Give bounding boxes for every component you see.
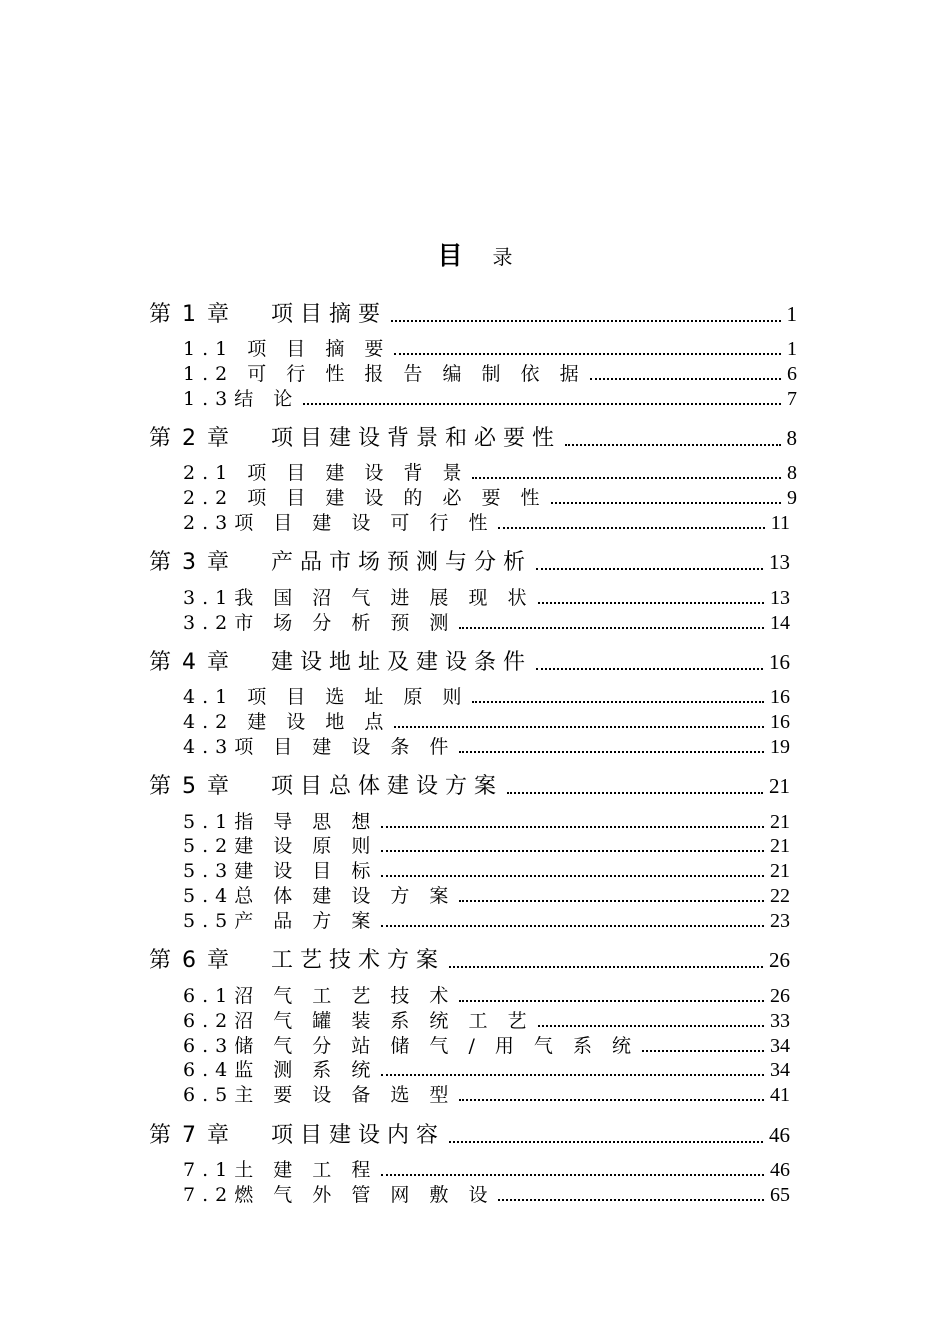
- toc-section-row[interactable]: [183, 1080, 790, 1107]
- page-number: 14: [770, 612, 790, 634]
- dot-leader: [381, 875, 764, 877]
- dot-leader: [590, 378, 781, 380]
- section-title: 3.1我 国 沼 气 进 展 现 状: [183, 587, 534, 609]
- chapter-title: [149, 943, 445, 974]
- page-number: 46: [770, 1159, 790, 1181]
- dot-leader: [459, 751, 764, 753]
- chapter-title: [149, 1118, 445, 1149]
- section-title: 2.2 项 目 建 设 的 必 要 性: [183, 487, 547, 509]
- chapter-name: 产品市场预测与分析: [270, 550, 532, 575]
- page-number: 13: [769, 550, 790, 574]
- section-title: 1.3结 论: [183, 388, 300, 410]
- page-number: 16: [770, 711, 790, 733]
- dot-leader: [642, 1050, 764, 1052]
- chapter-title: [149, 297, 387, 328]
- toc-section-row[interactable]: [183, 682, 790, 709]
- section-title: 4.3项 目 建 设 条 件: [183, 736, 456, 758]
- page-number: 21: [769, 774, 790, 798]
- page-number: 1: [786, 302, 797, 326]
- section-title: 5.3建 设 目 标: [183, 860, 378, 882]
- dot-leader: [449, 1141, 763, 1143]
- toc-chapter-row[interactable]: [149, 769, 790, 800]
- section-title: 7.1土 建 工 程: [183, 1159, 378, 1181]
- page-number: 6: [787, 363, 797, 385]
- dot-leader: [507, 792, 763, 794]
- dot-leader: [538, 1025, 765, 1027]
- page-number: 21: [770, 835, 790, 857]
- dot-leader: [394, 353, 781, 355]
- section-title: 5.2建 设 原 则: [183, 835, 378, 857]
- chapter-name: 建设地址及建设条件: [270, 650, 532, 675]
- section-title: 1.1 项 目 摘 要: [183, 338, 391, 360]
- page-number: 21: [770, 811, 790, 833]
- chapter-title: [149, 769, 503, 800]
- toc-section-row[interactable]: [183, 334, 797, 361]
- page-number: 11: [770, 512, 790, 534]
- chapter-title: [149, 645, 532, 676]
- page-number: 26: [770, 985, 790, 1007]
- toc-section-row[interactable]: [183, 483, 797, 510]
- toc-section-row[interactable]: [183, 1031, 790, 1058]
- dot-leader: [551, 502, 781, 504]
- toc-heading-char2: 录: [492, 245, 513, 269]
- chapter-title: [149, 545, 532, 576]
- dot-leader: [538, 602, 765, 604]
- dot-leader: [472, 477, 781, 479]
- toc-section-row[interactable]: [183, 1155, 790, 1182]
- dot-leader: [536, 568, 763, 570]
- toc-section-row[interactable]: [183, 807, 790, 834]
- dot-leader: [472, 701, 764, 703]
- dot-leader: [459, 627, 764, 629]
- toc-section-row[interactable]: [183, 906, 790, 933]
- chapter-number: 第 5 章: [149, 774, 231, 799]
- chapter-name: 项目建设背景和必要性: [270, 426, 561, 451]
- page-number: 8: [786, 426, 797, 450]
- section-title: 2.3项 目 建 设 可 行 性: [183, 512, 495, 534]
- toc-chapter-row[interactable]: [149, 545, 790, 576]
- dot-leader: [381, 826, 764, 828]
- section-title: 6.5主 要 设 备 选 型: [183, 1084, 456, 1106]
- page-number: 34: [770, 1059, 790, 1081]
- section-title: 4.2 建 设 地 点: [183, 711, 391, 733]
- chapter-number: 第 2 章: [149, 426, 231, 451]
- section-title: 2.1 项 目 建 设 背 景: [183, 462, 469, 484]
- page-number: 34: [770, 1035, 790, 1057]
- dot-leader: [391, 320, 781, 322]
- toc-chapter-row[interactable]: [149, 421, 797, 452]
- section-title: 1.2 可 行 性 报 告 编 制 依 据: [183, 363, 586, 385]
- toc-section-row[interactable]: [183, 583, 790, 610]
- dot-leader: [394, 726, 764, 728]
- toc-chapter-row[interactable]: [149, 297, 797, 328]
- chapter-number: 第 3 章: [149, 550, 231, 575]
- section-title: 6.3储 气 分 站 储 气 / 用 气 系 统: [183, 1035, 639, 1057]
- dot-leader: [381, 1074, 764, 1076]
- page-number: 16: [770, 686, 790, 708]
- section-title: 3.2市 场 分 析 预 测: [183, 612, 456, 634]
- dot-leader: [459, 1000, 764, 1002]
- toc-section-row[interactable]: [183, 508, 790, 535]
- page-number: 19: [770, 736, 790, 758]
- dot-leader: [498, 527, 764, 529]
- section-title: 6.4监 测 系 统: [183, 1059, 378, 1081]
- chapter-name: 工艺技术方案: [270, 948, 445, 973]
- page-number: 33: [770, 1010, 790, 1032]
- toc-section-row[interactable]: [183, 856, 790, 883]
- chapter-name: 项目总体建设方案: [270, 774, 503, 799]
- dot-leader: [303, 403, 781, 405]
- toc-section-row[interactable]: [183, 831, 790, 858]
- section-title: 4.1 项 目 选 址 原 则: [183, 686, 469, 708]
- page-number: 41: [770, 1084, 790, 1106]
- chapter-name: 项目建设内容: [270, 1123, 445, 1148]
- section-title: 5.5产 品 方 案: [183, 910, 378, 932]
- page-number: 7: [787, 388, 797, 410]
- dot-leader: [381, 925, 764, 927]
- dot-leader: [498, 1199, 764, 1201]
- toc-section-row[interactable]: [183, 384, 797, 411]
- section-title: 7.2燃 气 外 管 网 敷 设: [183, 1184, 495, 1206]
- dot-leader: [459, 1099, 764, 1101]
- page-number: 8: [787, 462, 797, 484]
- page-number: 23: [770, 910, 790, 932]
- section-title: 5.1指 导 思 想: [183, 811, 378, 833]
- dot-leader: [381, 1174, 764, 1176]
- toc-section-row[interactable]: [183, 981, 790, 1008]
- page-number: 22: [770, 885, 790, 907]
- page-number: 65: [770, 1184, 790, 1206]
- chapter-number: 第 1 章: [149, 302, 231, 327]
- page-number: 9: [787, 487, 797, 509]
- toc-chapter-row[interactable]: [149, 645, 790, 676]
- toc-section-row[interactable]: [183, 707, 790, 734]
- toc-section-row[interactable]: [183, 458, 797, 485]
- toc-heading-char1: 目: [437, 241, 463, 270]
- toc-section-row[interactable]: [183, 1006, 790, 1033]
- section-title: 6.1沼 气 工 艺 技 术: [183, 985, 456, 1007]
- dot-leader: [565, 444, 781, 446]
- toc-section-row[interactable]: [183, 1180, 790, 1207]
- toc-section-row[interactable]: [183, 732, 790, 759]
- chapter-number: 第 7 章: [149, 1123, 231, 1148]
- dot-leader: [449, 966, 763, 968]
- dot-leader: [536, 668, 763, 670]
- toc-section-row[interactable]: [183, 608, 790, 635]
- section-title: 6.2沼 气 罐 装 系 统 工 艺: [183, 1010, 534, 1032]
- toc-chapter-row[interactable]: [149, 943, 790, 974]
- section-title: 5.4总 体 建 设 方 案: [183, 885, 456, 907]
- toc-section-row[interactable]: [183, 881, 790, 908]
- page-number: 1: [787, 338, 797, 360]
- toc-section-row[interactable]: [183, 359, 797, 386]
- page-number: 21: [770, 860, 790, 882]
- dot-leader: [381, 850, 764, 852]
- chapter-title: [149, 421, 561, 452]
- page-number: 13: [770, 587, 790, 609]
- chapter-number: 第 4 章: [149, 650, 231, 675]
- chapter-number: 第 6 章: [149, 948, 231, 973]
- page-number: 26: [769, 948, 790, 972]
- toc-section-row[interactable]: [183, 1055, 790, 1082]
- toc-chapter-row[interactable]: [149, 1118, 790, 1149]
- page-number: 16: [769, 650, 790, 674]
- page-number: 46: [769, 1123, 790, 1147]
- chapter-name: 项目摘要: [270, 302, 387, 327]
- dot-leader: [459, 900, 764, 902]
